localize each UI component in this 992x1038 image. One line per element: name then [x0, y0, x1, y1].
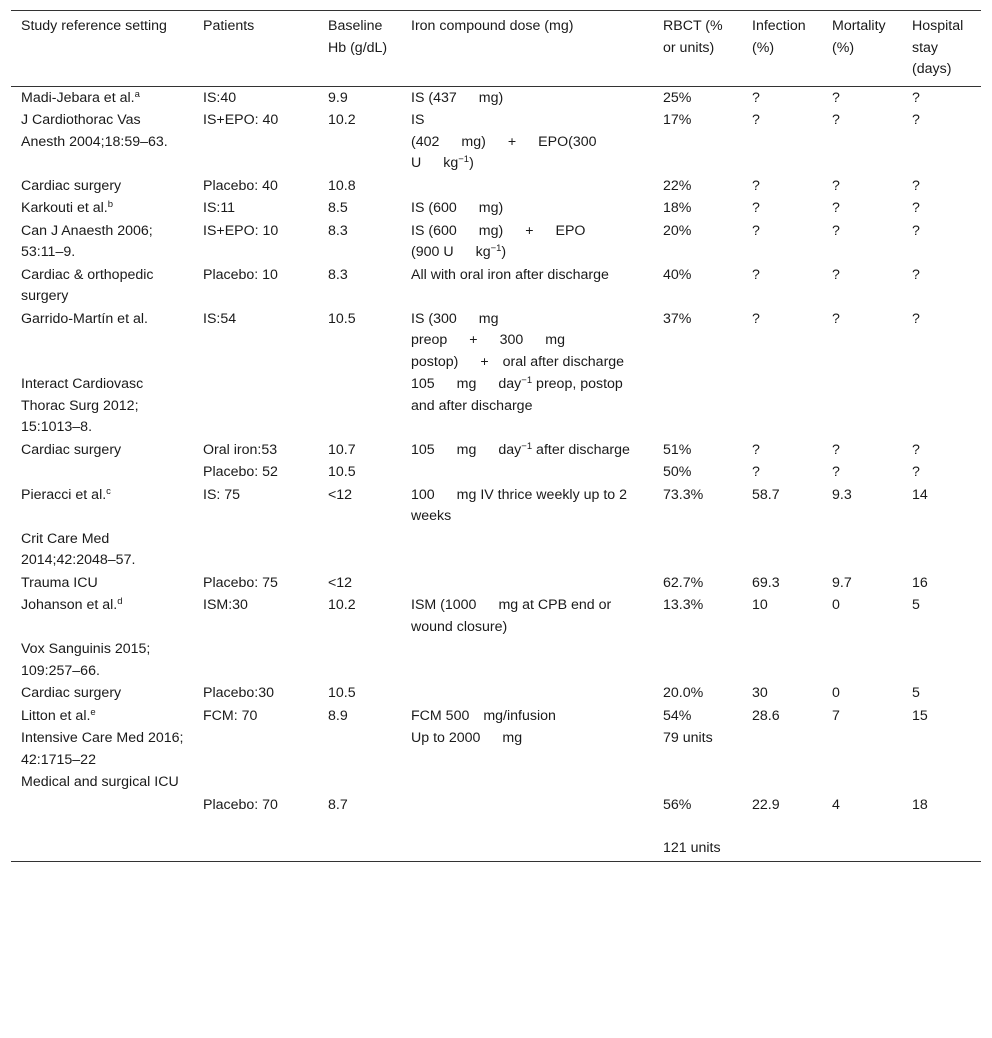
patients-cell: IS:40	[203, 89, 237, 106]
study-cell: Cardiac surgery	[21, 441, 122, 458]
mortality-cell	[822, 374, 902, 440]
iron-studies-table	[11, 10, 981, 862]
dose-text: mg	[545, 332, 565, 348]
study-text: Karkouti et al.	[21, 200, 108, 216]
infection-cell: ?	[752, 464, 760, 480]
study-cell: Cardiac surgery	[21, 685, 122, 701]
patients-cell	[193, 374, 318, 440]
rbct-cell: 17%	[663, 112, 692, 128]
exponent: −1	[458, 154, 470, 165]
hb-cell: 10.5	[328, 685, 356, 701]
hb-cell	[318, 772, 401, 795]
table-row	[11, 110, 981, 176]
mortality-cell: ?	[832, 177, 840, 194]
mortality-cell: ?	[832, 222, 840, 239]
infection-cell	[742, 374, 822, 440]
infection-cell: 69.3	[752, 574, 780, 591]
patients-cell: Oral iron:53	[203, 441, 278, 458]
infection-cell: ?	[752, 177, 760, 194]
dose-text: mg	[456, 376, 477, 392]
dose-text: +	[480, 353, 489, 370]
dose-text: 105	[411, 376, 435, 392]
rbct-cell: 79 units	[663, 730, 713, 746]
patients-cell	[193, 639, 318, 683]
mortality-cell: 0	[832, 597, 840, 613]
dose-cell	[401, 462, 653, 485]
dose-text: 100	[411, 486, 435, 503]
dose-text: IS (437	[411, 89, 457, 106]
header-hospital-stay: Hospital stay (days)	[912, 18, 964, 77]
dose-text: mg	[456, 441, 477, 458]
table-row	[11, 485, 981, 529]
table-row	[11, 595, 981, 639]
infection-cell	[742, 639, 822, 683]
stay-cell: ?	[912, 177, 920, 194]
dose-text: kg	[443, 155, 459, 171]
rbct-text: 121 units	[663, 840, 721, 856]
stay-cell: 18	[912, 796, 928, 813]
rbct-cell: 62.7%	[663, 574, 704, 591]
study-text: Litton et al.	[21, 707, 91, 724]
patients-cell: Placebo: 10	[203, 266, 278, 283]
dose-cell	[401, 309, 653, 375]
footnote-marker: b	[107, 199, 114, 210]
patients-cell: Placebo: 52	[203, 464, 278, 480]
dose-text: mg)	[478, 222, 504, 239]
dose-text: postop)	[411, 353, 459, 370]
patients-cell	[193, 529, 318, 573]
dose-text: +	[507, 133, 517, 150]
hb-cell: 9.9	[328, 89, 348, 106]
dose-cell	[401, 595, 653, 639]
table-row	[11, 639, 981, 683]
dose-text: 300	[499, 332, 524, 348]
dose-text: mg IV thrice weekly up to 2 weeks	[411, 486, 627, 524]
patients-cell: Placebo: 40	[203, 177, 278, 194]
dose-cell	[401, 529, 653, 573]
dose-text: mg	[502, 730, 523, 746]
dose-cell	[401, 374, 653, 440]
infection-cell: ?	[752, 112, 760, 128]
dose-cell	[401, 221, 653, 265]
infection-cell: ?	[752, 222, 760, 239]
patients-cell: IS:54	[203, 310, 237, 327]
study-cell: Vox Sanguinis 2015; 109:257–66.	[21, 641, 151, 679]
stay-cell: ?	[912, 266, 920, 283]
hb-cell: 10.2	[328, 597, 356, 613]
stay-cell: 15	[912, 707, 928, 724]
mortality-cell: ?	[832, 266, 840, 283]
study-text: Johanson et al.	[21, 597, 118, 613]
stay-cell: ?	[912, 222, 920, 239]
dose-text: oral after discharge	[502, 353, 625, 370]
dose-text: mg)	[478, 89, 504, 106]
dose-text: IS (600	[411, 200, 457, 216]
rbct-cell: 22%	[663, 177, 692, 194]
dose-text: mg)	[461, 133, 486, 150]
rbct-cell: 18%	[663, 200, 692, 216]
table-row	[11, 728, 981, 772]
patients-cell: IS+EPO: 40	[203, 112, 279, 128]
hb-cell	[318, 639, 401, 683]
mortality-cell: ?	[832, 200, 840, 216]
study-cell	[11, 795, 193, 862]
mortality-cell	[822, 639, 902, 683]
exponent: −1	[521, 440, 533, 452]
patients-cell: Placebo: 75	[203, 574, 278, 591]
study-cell	[11, 198, 193, 221]
dose-text: IS (600	[411, 222, 457, 239]
study-cell: Garrido-Martín et al.	[21, 310, 148, 327]
hb-cell: 10.5	[328, 310, 356, 327]
dose-cell	[401, 86, 653, 110]
dose-text: (900 U	[411, 244, 454, 260]
study-cell: Interact Cardiovasc Thorac Surg 2012; 15:1013–8.	[21, 376, 144, 435]
rbct-cell: 37%	[663, 310, 692, 327]
hb-cell: 10.2	[328, 112, 356, 128]
mortality-cell	[822, 728, 902, 772]
dose-text: preop	[411, 332, 448, 348]
mortality-cell: 9.7	[832, 574, 852, 591]
infection-cell: 10	[752, 597, 768, 613]
patients-cell	[193, 772, 318, 795]
header-baseline-hb: Baseline Hb (g/dL)	[328, 18, 388, 56]
dose-cell	[401, 573, 653, 596]
study-cell	[11, 485, 193, 529]
hb-cell: 10.7	[328, 441, 356, 458]
mortality-cell: ?	[832, 112, 840, 128]
stay-cell: 5	[912, 685, 920, 701]
rbct-text: 56%	[663, 796, 692, 813]
dose-text: (402	[411, 133, 440, 150]
study-cell	[11, 595, 193, 639]
mortality-cell: ?	[832, 310, 840, 327]
rbct-cell: 73.3%	[663, 486, 704, 503]
infection-cell: 58.7	[752, 486, 780, 503]
rbct-cell	[653, 639, 742, 683]
study-cell: Cardiac & orthopedic surgery	[21, 266, 154, 304]
rbct-cell	[653, 772, 742, 795]
dose-text: 105	[411, 441, 435, 458]
stay-cell: ?	[912, 464, 920, 480]
hb-cell: <12	[328, 574, 353, 591]
stay-cell	[902, 639, 981, 683]
table-row	[11, 573, 981, 596]
patients-cell: ISM:30	[203, 597, 248, 613]
footnote-marker: e	[90, 706, 96, 718]
dose-text: IS	[411, 112, 425, 128]
study-cell	[11, 86, 193, 110]
stay-cell	[902, 728, 981, 772]
dose-cell	[401, 772, 653, 795]
table-row	[11, 529, 981, 573]
study-cell: Intensive Care Med 2016; 42:1715–22	[21, 730, 184, 768]
dose-text: IS (300	[411, 310, 457, 327]
rbct-cell: 13.3%	[663, 597, 704, 613]
rbct-cell: 20.0%	[663, 685, 704, 701]
hb-cell	[318, 374, 401, 440]
dose-text: ISM (1000	[411, 597, 477, 613]
dose-text: mg)	[478, 200, 504, 216]
dose-text: Up to 2000	[411, 730, 481, 746]
hb-cell	[318, 728, 401, 772]
dose-text: FCM 500	[411, 707, 470, 724]
dose-text: +	[525, 222, 534, 239]
table-row	[11, 683, 981, 706]
hb-cell: 8.3	[328, 266, 348, 283]
rbct-cell: 50%	[663, 464, 692, 480]
study-cell	[11, 462, 193, 485]
mortality-cell: 7	[832, 707, 840, 724]
hb-cell: 8.3	[328, 222, 348, 239]
rbct-cell: 25%	[663, 89, 692, 106]
stay-cell: ?	[912, 112, 920, 128]
header-infection: Infection (%)	[752, 18, 806, 56]
mortality-cell: ?	[832, 464, 840, 480]
table-row	[11, 265, 981, 309]
dose-cell	[401, 728, 653, 772]
hb-cell: 8.7	[328, 796, 348, 813]
study-cell: Cardiac surgery	[21, 177, 122, 194]
table-row	[11, 86, 981, 110]
dose-text: )	[501, 244, 507, 260]
table-row	[11, 198, 981, 221]
rbct-cell	[653, 374, 742, 440]
rbct-cell	[653, 795, 742, 862]
dose-text: EPO(300	[538, 133, 597, 150]
hb-cell: 10.8	[328, 177, 356, 194]
table-row	[11, 795, 981, 862]
rbct-cell: 51%	[663, 441, 692, 458]
study-cell: Trauma ICU	[21, 574, 98, 591]
study-cell: Medical and surgical ICU	[21, 774, 179, 790]
dose-cell: All with oral iron after discharge	[411, 266, 609, 283]
mortality-cell: 0	[832, 685, 840, 701]
stay-cell: ?	[912, 441, 920, 458]
stay-cell: ?	[912, 200, 920, 216]
dose-text: )	[469, 155, 474, 171]
exponent: −1	[490, 243, 502, 254]
mortality-cell: 4	[832, 796, 840, 813]
hb-cell: 8.5	[328, 200, 348, 216]
study-cell: Crit Care Med 2014;42:2048–57.	[21, 530, 136, 568]
dose-text: mg	[478, 310, 499, 327]
rbct-cell: 54%	[663, 707, 692, 724]
rbct-cell	[653, 529, 742, 573]
dose-text: +	[469, 332, 478, 348]
exponent: −1	[521, 375, 533, 386]
mortality-cell	[822, 772, 902, 795]
stay-cell	[902, 374, 981, 440]
infection-cell: 22.9	[752, 796, 780, 813]
infection-cell	[742, 728, 822, 772]
infection-cell: ?	[752, 266, 760, 283]
stay-cell: 14	[912, 486, 928, 503]
mortality-cell: ?	[832, 89, 840, 106]
patients-cell: IS:11	[203, 200, 236, 216]
dose-cell	[401, 110, 653, 176]
study-text: Madi-Jebara et al.	[21, 89, 135, 106]
hb-cell: 10.5	[328, 464, 356, 480]
hb-cell: <12	[328, 486, 353, 503]
dose-text: EPO	[555, 222, 586, 239]
stay-cell: 5	[912, 597, 920, 613]
header-mortality: Mortality (%)	[832, 18, 886, 56]
table-row	[11, 462, 981, 485]
hb-cell	[318, 529, 401, 573]
stay-cell: 16	[912, 574, 928, 591]
dose-cell	[401, 485, 653, 529]
study-cell: Can J Anaesth 2006; 53:11–9.	[21, 222, 153, 260]
footnote-marker: a	[134, 88, 140, 100]
table-row	[11, 440, 981, 463]
patients-cell: FCM: 70	[203, 707, 258, 724]
stay-cell: ?	[912, 310, 920, 327]
table-row	[11, 176, 981, 199]
rbct-cell: 20%	[663, 222, 692, 239]
header-iron-dose: Iron compound dose (mg)	[411, 18, 574, 34]
hb-cell: 8.9	[328, 707, 348, 724]
dose-text: after discharge	[532, 441, 630, 458]
table-row	[11, 221, 981, 265]
dose-cell	[401, 706, 653, 729]
dose-cell	[401, 440, 653, 463]
study-cell: J Cardiothorac Vas Anesth 2004;18:59–63.	[21, 112, 168, 150]
rbct-cell: 40%	[663, 266, 692, 283]
patients-cell: IS: 75	[203, 486, 241, 503]
dose-cell	[401, 198, 653, 221]
header-rbct: RBCT (% or units)	[663, 18, 723, 56]
dose-text: mg/infusion	[483, 707, 556, 724]
dose-cell	[401, 683, 653, 706]
mortality-cell: 9.3	[832, 486, 852, 503]
mortality-cell: ?	[832, 441, 840, 458]
infection-cell	[742, 772, 822, 795]
header-patients: Patients	[203, 18, 255, 34]
infection-cell: ?	[752, 310, 760, 327]
study-text: Pieracci et al.	[21, 486, 107, 503]
patients-cell: Placebo:30	[203, 685, 274, 701]
dose-cell	[401, 176, 653, 199]
infection-cell: ?	[752, 441, 760, 458]
infection-cell	[742, 529, 822, 573]
dose-cell	[401, 795, 653, 862]
table-row	[11, 309, 981, 375]
infection-cell: 30	[752, 685, 768, 701]
stay-cell	[902, 529, 981, 573]
table-container	[11, 10, 981, 862]
header-row	[11, 11, 981, 87]
infection-cell: ?	[752, 200, 760, 216]
table-row	[11, 706, 981, 729]
stay-cell: ?	[912, 89, 920, 106]
infection-cell: ?	[752, 89, 760, 106]
dose-text: day	[498, 376, 522, 392]
dose-text: preop, postop and after discharge	[411, 376, 623, 414]
footnote-marker: c	[106, 485, 111, 497]
patients-cell: IS+EPO: 10	[203, 222, 279, 239]
mortality-cell	[822, 529, 902, 573]
footnote-marker: d	[117, 596, 123, 607]
infection-cell: 28.6	[752, 707, 780, 724]
dose-text: U	[411, 155, 422, 171]
patients-cell	[193, 728, 318, 772]
stay-cell	[902, 772, 981, 795]
table-row	[11, 772, 981, 795]
study-cell	[11, 706, 193, 729]
patients-cell: Placebo: 70	[203, 796, 278, 813]
table-row	[11, 374, 981, 440]
header-study: Study reference setting	[21, 18, 167, 34]
dose-cell	[401, 639, 653, 683]
dose-text: kg	[475, 244, 491, 260]
dose-text: mg at CPB end or wound closure)	[411, 597, 612, 635]
dose-text: day	[498, 441, 522, 458]
